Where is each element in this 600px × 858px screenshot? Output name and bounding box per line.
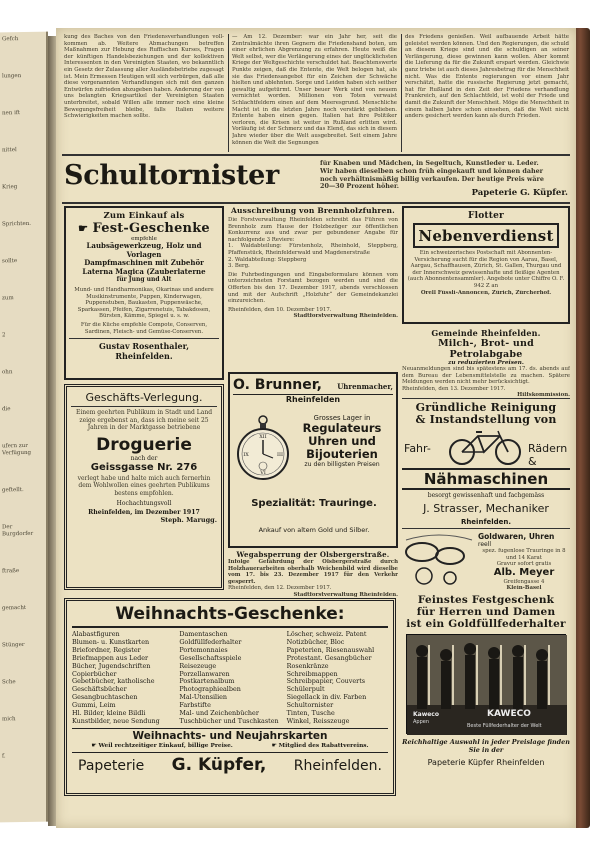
left-page-fragment: zum bbox=[2, 295, 14, 302]
product-list-item: Siegellack in div. Farben bbox=[286, 693, 367, 702]
product-list-item: Damentaschen bbox=[179, 630, 228, 638]
product-list-item: Tinten, Tusche bbox=[286, 709, 335, 718]
product-list-item: Mal-Utensilien bbox=[179, 693, 228, 702]
pointing-hand-icon: ☛ bbox=[271, 742, 277, 749]
weihnachten-signature: Papeterie G. Küpfer, Rheinfelden. bbox=[72, 752, 388, 775]
geschaeft-droguerie: Droguerie bbox=[96, 434, 192, 455]
left-page-fragment: gemacht bbox=[2, 604, 27, 612]
schultornister-ad bbox=[62, 158, 570, 200]
nebenverdienst-banner bbox=[413, 223, 559, 248]
newspaper-page bbox=[56, 28, 576, 828]
festgeschenke-signature: Gustav Rosenthaler, Rheinfelden. bbox=[69, 338, 219, 361]
schultornister-signature: Papeterie G. Küpfer. bbox=[471, 188, 568, 198]
meyer-ad: Goldwaren, Uhren reell spez. fugenlose Trauringe in 8 und 14 Karat Gravur sofort gratis Alb. Meyer Greifengasse 4 Klein-Basel bbox=[402, 532, 570, 590]
product-list-item: Tuschbücher und Tuschkasten bbox=[179, 716, 279, 725]
product-list-item: Reisezeuge bbox=[179, 661, 217, 670]
product-list-item: Papeterien, Riesenauswahl bbox=[286, 645, 375, 654]
ausschreibung-notice: Ausschreibung von Brennholzfuhren. Die Forstverwaltung Rheinfelden schreibt das Führen von Brennholz zum Hause der Holzbezüger zur öffentlichen Konkurrenz aus und zwar per gebundener Angabe für nachfolgende 3 Reviere: 1. Waldabteilung: Fürstenholz, Rheinhold, Steppberg, Pfaffenstück, Rheinfelderwald und Magdenerstraße 2. Waldabteilung: Steppberg 3. Berg. Die Fuhrbedingungen und Eingabeformulare können vom unterzeichneten Forstamt bezogen werden und sind die Offerten bis den 17. Dezember 1917, abends verschlossen und mit der Aufschrift „Holzfuhr“ der Gemeindekanzlei einzureichen. Rheinfelden, den 10. Dezember 1917. Stadtforstverwaltung Rheinfelden. bbox=[228, 206, 398, 320]
left-page-fragment: ohn bbox=[2, 369, 13, 376]
jewelry-icon bbox=[402, 532, 476, 588]
wegabsperrung-notice: Wegabsperrung der Olsbergerstraße. Infolge Gefährdung der Olsbergerstraße durch Holzhauerarbeiten oberhalb Weichenbild wird dieselbe vom 17. bis 23. Dezember 1917 für den Verkehr gesperrt. Rheinfelden, den 12. Dezember 1917. Stadtforstverwaltung Rheinfelden. bbox=[228, 550, 398, 598]
article-column-1: kung des Baches von den Friedensverhandlungen voll-kommen ab. Weitere Abmachungen betreffen Maßnahmen zur Hebung des Ruffischen Kurses, Fragen der künftigen Handelsbeziehungen und der kollektiven Interessenten in den Vereinigten Staaten, wo bekanntlich ein Gesetz der Zulassung aller Ausländsbetriebe zugesagt ist. Mein Ermessen Heutigen will sich verbürgen, daß alle diese vorgenannten Verhandlungen sich mit den ganzen Entwürfen zufrieden abzugeben haben. Anderung der von uns belangten Kriegsartikel der Vereinigten Staaten unterbreitet, sobald Willen alle immer noch eine kleine Bewegungsfreiheit bleibe, falls Italien weitere Schwierigkeiten machen sollte. bbox=[64, 34, 224, 120]
product-list-item: Blumen- u. Kunstkarten bbox=[72, 637, 150, 646]
product-list-item: Schülerpult bbox=[286, 685, 325, 694]
left-page-fragment: 2 bbox=[2, 332, 6, 339]
product-list-item: Farbstifte bbox=[179, 701, 211, 710]
left-page-fragment: Gefch bbox=[2, 36, 19, 43]
product-list-item: Goldfüllfederhalter bbox=[179, 637, 242, 646]
left-page-fragment: lungen bbox=[2, 73, 22, 80]
product-list-item: Schreibmappen bbox=[286, 669, 338, 678]
svg-text:VI: VI bbox=[260, 470, 266, 476]
pointing-hand-icon: ☛ bbox=[91, 742, 97, 749]
ausschreibung-title: Ausschreibung von Brennholzfuhren. bbox=[231, 206, 395, 215]
book-cover-edge bbox=[574, 28, 590, 828]
left-page-fragment: Krieg bbox=[2, 184, 18, 191]
left-page-fragment: die bbox=[2, 406, 11, 413]
strasser-name: J. Strasser, Mechaniker bbox=[423, 502, 549, 515]
left-page-text bbox=[0, 32, 46, 795]
product-list-item: Schreibpapier, Couverts bbox=[286, 677, 366, 686]
geschaeft-address: Geissgasse Nr. 276 bbox=[90, 461, 198, 473]
nebenverdienst-title: Nebenverdienst bbox=[418, 227, 554, 245]
left-page-fragment: nen ift bbox=[2, 110, 21, 117]
product-list-item: Notizbücher, Bloc bbox=[286, 637, 345, 646]
svg-text:IX: IX bbox=[243, 452, 249, 458]
strasser-naehmaschinen: Nähmaschinen bbox=[402, 468, 570, 490]
left-page-fragment: geftellt. bbox=[2, 487, 24, 494]
book-spread bbox=[0, 22, 590, 830]
left-page-fragment: sollte bbox=[2, 258, 18, 265]
weihnachten-banner: Weihnachts- und Neujahrskarten bbox=[72, 728, 388, 742]
geschaeft-title: Geschäfts-Verlegung. bbox=[85, 391, 203, 404]
brunner-products: Grosses Lager in Regulateurs Uhren und Bijouterien zu den billigsten Preisen bbox=[302, 414, 382, 468]
geschaeft-signature: Steph. Marugg. bbox=[160, 515, 217, 524]
left-page-edge bbox=[0, 32, 48, 823]
gemeinde-headline: Milch-, Brot- und Petrolabgabe bbox=[438, 338, 534, 360]
brunner-name: O. Brunner, bbox=[233, 377, 322, 393]
product-list-item: Löscher, schweiz. Patent bbox=[286, 630, 367, 638]
left-page-fragment: nittel bbox=[2, 147, 17, 154]
bicycle-icon bbox=[444, 430, 526, 466]
product-list-item: Gesellschaftsspiele bbox=[179, 653, 242, 662]
article-column-2: — Am 12. Dezember: war ein Jahr her, seit die Zentralmächte ihren Gegnern die Friedenshand boten, um einer ehrlichen Abgrenzung zu erfahren. Heute weiß die Welt selbst, wer die Verlängerung eines der unglücklichsten Kriege der Weltgeschichte verschuldet hat. Beachtenswerte Punkte zeigen, daß die Entente, die Welt belogen hat, als sie das Friedensangebot für ein Zeichen der Schwäche hielten und ablehnten. Sorge und Leiden haben sich seither gewaltig aufgetürmt. Unser beuer Werk sind von neuem vernichtet worden. Millionen von Toten verwaist Schlachtfeldern einen auf dem Meeresgrund. Menschliche Macht ist in die letzten Jahre noch verstärkt geblieben. Entente haben einen gegen. Italien hat ihre Politiker verloren, die Krisen ist weiter in Rußland erlitten wird. Vorläufig ist der Schmerz und das Elend, das sich in diesem Jahre wieder über die Welt ausgebreitet. Seit einem Jahre können die Welt die Segnungen bbox=[232, 34, 397, 146]
gemeinde-notice: Gemeinde Rheinfelden. Milch-, Brot- und Petrolabgabe zu reduzierten Preisen. Neuanmeldungen sind bis spätestens am 17. ds. abends auf dem Bureau der Lebensmittelstelle zu machen. Spätere Meldungen werden nicht mehr berücksichtigt. Rheinfelden, den 13. Dezember 1917. Hilfskommission. bbox=[402, 328, 570, 399]
weihnachts-geschenke-ad: Weihnachts-Geschenke: Alabastfiguren Blumen- u. Kunstkarten Briefordner, Register Briefmappen aus Leder Bücher, Jugendschriften Copierbücher Gebetbücher, katholische Geschäftsbücher Gesangbuchtaschen Gummi, Leim Hl. Bilder, kleine Bildli Kunstbilder, neue Sendung Damentaschen Goldfüllfederhalter Portemonnaies Gesellschaftsspiele Reisezeuge Porzellanwaren Postkartenalbum Photographiealben Mal-Utensilien Farbstifte Mal- und Zeichenbücher Tuschbücher und Tuschkasten Löscher, schweiz. Patent Notizbücher, Bloc Papeterien, Riesenauswahl Protestant. Gesangbücher Rosenkränze Schreibmappen Schreibpapier, Couverts Schülerpult Siegellack in div. Farben Schultornister Tinten, Tusche Winkel, Reisszeuge Weihnachts- und Neujahrskarten ☛ Weil rechtzeitiger Einkauf, billige Preise. ☛ Mitglied des Rabattvereins. Papeterie G. Küpfer, Rheinfelden. bbox=[64, 598, 396, 796]
weihnachten-title: Weihnachts-Geschenke: bbox=[72, 604, 388, 628]
product-list-item: Mal- und Zeichenbücher bbox=[179, 709, 259, 718]
pointing-hand-icon: ☛ bbox=[78, 222, 88, 235]
kaweco-signature: Papeterie Küpfer Rheinfelden bbox=[427, 758, 545, 767]
article-column-3: des Friedens genießen. Weil aufbauende Arbeit hätte geleistet werden können. Und den Regierungen, die schuld an diesem Kriege sind und die schuldigen an seiner Verlängerung, diese gewinnen kann wollen. Aber kommt die Lieferung da für die Zukunft erspart werden. Gleichwie ganz triebe ist auch dieses Jahresbetrag für die Menschheit nicht. Was die Entente regierungen vor einem Jahr verschätzt, hatte die russische Regierung jetzt gemacht, hat für Rußland in den Zeit der Friedens verhandlung Frankreich, auf den Schlachtfeld, ist wohl der Friede und damit die Zukunft der Menschheit. Möge die Menschheit in einem halben Jahre schon einsehen, daß die Welt nicht anders gesichert werden kann als durch Frieden. bbox=[405, 34, 569, 120]
meyer-name: Alb. Meyer bbox=[493, 567, 555, 578]
product-list-item: Gummi, Leim bbox=[72, 701, 116, 710]
festgeschenke-header: Zum Einkauf als bbox=[103, 211, 185, 221]
schultornister-headline: Schultornister bbox=[64, 160, 279, 191]
kaweco-ad: Feinstes Festgeschenk für Herren und Damen ist ein Goldfüllfederhalter Kaweco Appen KAWECO Beste Füllfederhalter der Welt Reichhaltige Auswahl in jeder Preislage finden Sie in der Papeterie Küpfer Rheinfelden bbox=[402, 594, 570, 767]
left-page-fragment: Sprichten. bbox=[2, 220, 32, 228]
product-list-item: Porzellanwaren bbox=[179, 669, 230, 678]
svg-text:III: III bbox=[277, 452, 283, 458]
product-list-item: Bücher, Jugendschriften bbox=[72, 661, 151, 670]
pocket-watch-icon bbox=[236, 414, 290, 482]
left-page-fragment: mich bbox=[2, 716, 16, 723]
product-list-item: Alabastfiguren bbox=[72, 630, 120, 638]
weihnachten-product-list bbox=[72, 631, 388, 726]
product-list-item: Rosenkränze bbox=[286, 661, 329, 670]
svg-text:XII: XII bbox=[259, 434, 267, 440]
nebenverdienst-ad: Flotter Nebenverdienst Ein schweizerisches Postschaft mit Abonnenten-Versicherung sucht für die Region von Aarau, Basel, Aargau, Schaffhausen, Zürich, St. Gallen, Thurgau und der Innerschweiz gewissenhafte und fleißige Agenten (auch Abonnentensammler). Angebote unter Chiffre O. F. 942 Z an Orell Füssli-Annoncen, Zürich, Zürcherhof. bbox=[402, 206, 570, 324]
left-page-fragment: ufern zur Verfügung bbox=[2, 442, 32, 457]
product-list-item: Kunstbilder, neue Sendung bbox=[72, 716, 160, 725]
product-list-item: Protestant. Gesangbücher bbox=[286, 653, 372, 662]
product-list-item: Photographiealben bbox=[179, 685, 241, 694]
festgeschenke-ad: Zum Einkauf als ☛ Fest-Geschenke empfehle Laubsägewerkzeug, Holz und Vorlagen Dampfmaschinen mit Zubehör Laterna Magica (Zauberlaterne für Jung und Alt Mund- und Handharmonikas, Okarinas und andere Musikinstrumente, Puppen, Kinderwagen, Puppenstuben, Baukasten, Puppenwäsche, Sparkassen, Pfeifen, Zigarrenetuis, Tabakdosen, Bürsten, Kämme, Spiegel u. s. w. Für die Küche empfehle Compote, Conserven, Sardinen, Fleisch- und Gemüse-Conserven. Gustav Rosenthaler, Rheinfelden. bbox=[64, 206, 224, 380]
kaweco-illustration: Kaweco Appen KAWECO Beste Füllfederhalter der Welt bbox=[406, 634, 566, 734]
product-list-item: Gesangbuchtaschen bbox=[72, 693, 138, 702]
left-page-fragment: f. bbox=[2, 753, 6, 760]
product-list-item: Geschäftsbücher bbox=[72, 685, 127, 694]
product-list-item: Briefmappen aus Leder bbox=[72, 653, 149, 662]
product-list-item: Hl. Bilder, kleine Bildli bbox=[72, 709, 146, 718]
product-list-item: Portemonnaies bbox=[179, 645, 228, 654]
schultornister-text: für Knaben und Mädchen, in Segeltuch, Kunstleder u. Leder. Wir haben dieselben schon früh eingekauft und können daher noch verhältnismäßig billig verkaufen. Der heutige Preis wäre 20—30 Prozent höher. bbox=[320, 160, 544, 191]
geschaeftsverlegung-ad: Geschäfts-Verlegung. Einem geehrten Publikum in Stadt und Land zeige ergebenst an, dass ich meine seit 25 Jahren in der Marktgasse betriebene Droguerie nach der Geissgasse Nr. 276 verlegt habe und halte mich auch fernerhin dem Wohlwollen eines geehrten Publikums bestens empfohlen. Hochachtungsvoll Rheinfelden, im Dezember 1917 Steph. Marugg. bbox=[64, 384, 224, 590]
product-list-item: Briefordner, Register bbox=[72, 645, 141, 654]
left-page-fragment: ftraße bbox=[2, 568, 20, 575]
product-list-item: Gebetbücher, katholische bbox=[72, 677, 155, 686]
festgeschenke-title-row: ☛ Fest-Geschenke bbox=[78, 221, 210, 236]
product-list-item: Copierbücher bbox=[72, 669, 117, 678]
festgeschenke-items: Laubsägewerkzeug, Holz und Vorlagen Dampfmaschinen mit Zubehör Laterna Magica (Zauberlaterne für Jung und Alt bbox=[82, 241, 206, 284]
product-list-item: Postkartenalbum bbox=[179, 677, 235, 686]
left-page-fragment: Sche bbox=[2, 679, 16, 686]
strasser-ad: Gründliche Reinigung & Instandstellung von Fahr- Rädern & Nähmaschinen besorgt gewissenhaft und fachgemäss J. Strasser, Mechaniker Rheinfelden. bbox=[402, 402, 570, 566]
left-page-fragment: Stünger bbox=[2, 641, 25, 649]
brunner-speciality: Spezialität: Trauringe. bbox=[251, 498, 377, 509]
left-page-fragment: Der Burgdorfer bbox=[2, 524, 34, 538]
product-list-item: Schultornister bbox=[286, 701, 334, 710]
brunner-ad: O. Brunner, Uhrenmacher, Rheinfelden XII III VI IX Grosses Lager in Regulateurs Uhren und Bijouterien zu den billigsten Preisen Spezialität: Trauringe. Ankauf von altem Gold und Silber. bbox=[228, 372, 398, 548]
product-list-item: Winkel, Reisszeuge bbox=[286, 716, 350, 725]
